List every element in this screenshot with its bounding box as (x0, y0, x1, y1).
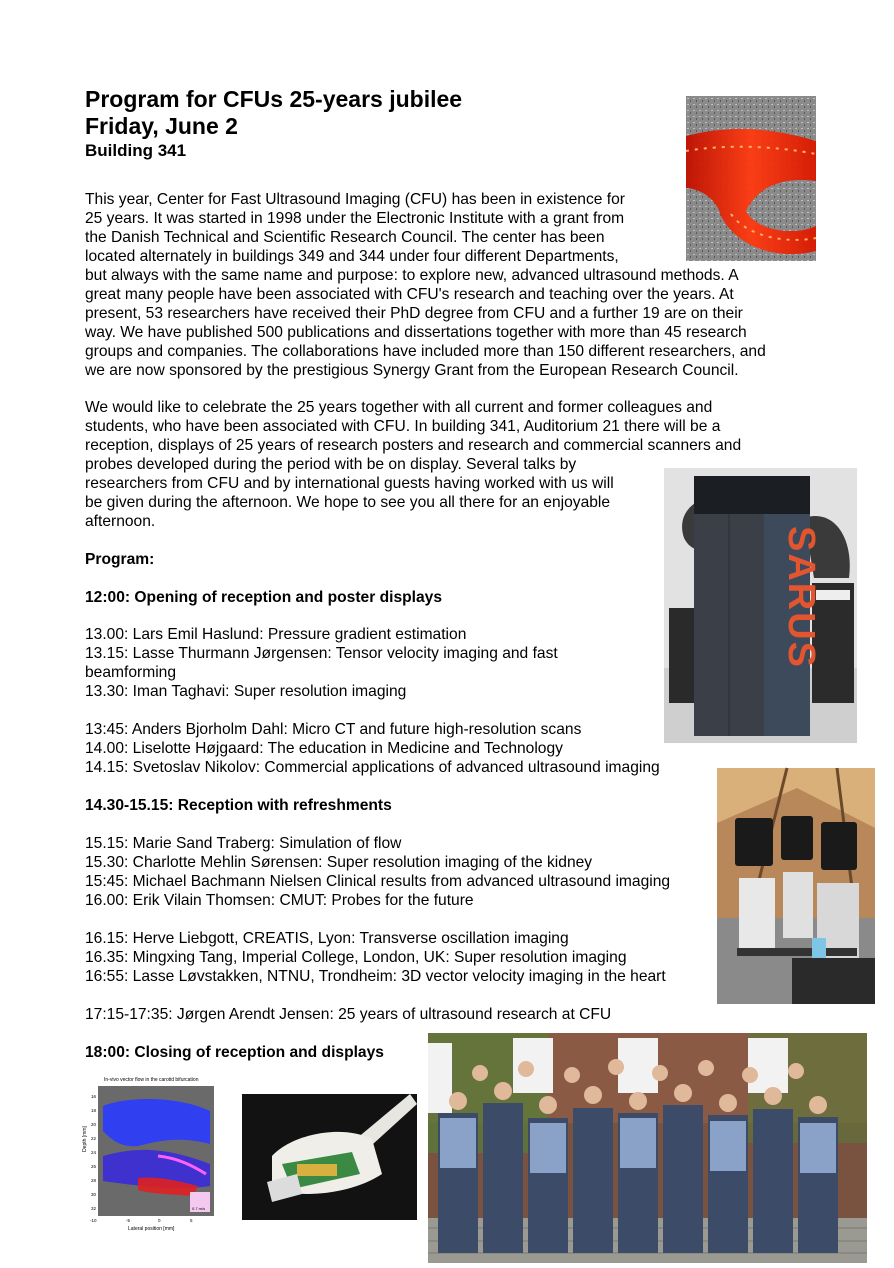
vector-flow-plot (81, 1076, 218, 1236)
y-tick: 16 (91, 1094, 97, 1099)
plot-xlabel: Lateral position [mm] (128, 1226, 175, 1232)
program-item: 13:45: Anders Bjorholm Dahl: Micro CT and future high-resolution scans (85, 721, 582, 738)
celebrate-line: probes developed during the period with be on display. Several talks by (85, 456, 577, 473)
y-tick: 26 (91, 1164, 97, 1169)
program-item: 14.15: Svetoslav Nikolov: Commercial applications of advanced ultrasound imaging (85, 759, 660, 776)
program-item: 15.15: Marie Sand Traberg: Simulation of flow (85, 835, 402, 852)
program-final-talk: 17:15-17:35: Jørgen Arendt Jensen: 25 years of ultrasound research at CFU (85, 1006, 612, 1023)
x-tick: 0 (158, 1218, 161, 1223)
intro-line: but always with the same name and purpose: to explore new, advanced ultrasound methods. A (85, 267, 739, 284)
program-reception: 14.30-15.15: Reception with refreshments (85, 797, 392, 814)
program-item: 16.15: Herve Liebgott, CREATIS, Lyon: Transverse oscillation imaging (85, 930, 569, 947)
celebrate-line: We would like to celebrate the 25 years together with all current and former colleagues and (85, 399, 713, 416)
celebrate-line: researchers from CFU and by international guests having worked with us will (85, 475, 614, 492)
scanners-room-photo (717, 768, 875, 1004)
group-photo (428, 1033, 867, 1263)
y-tick: 22 (91, 1136, 97, 1141)
program-label: Program: (85, 551, 155, 568)
sarus-scanner-photo (664, 468, 857, 743)
celebrate-line: be given during the afternoon. We hope to see you all there for an enjoyable (85, 494, 611, 511)
program-item: 13.30: Iman Taghavi: Super resolution imaging (85, 683, 407, 700)
y-tick: 30 (91, 1192, 97, 1197)
program-item: 16.00: Erik Vilain Thomsen: CMUT: Probes for the future (85, 892, 474, 909)
intro-line: present, 53 researchers have received their PhD degree from CFU and a further 19 are on their (85, 305, 743, 322)
program-item: beamforming (85, 664, 177, 681)
intro-line: great many people have been associated with CFU's research and teaching over the years. At (85, 286, 734, 303)
y-tick: 20 (91, 1122, 97, 1127)
title-line-1: Program for CFUs 25-years jubilee (85, 86, 463, 112)
page-title (85, 86, 462, 140)
intro-line: 25 years. It was started in 1998 under the Electronic Institute with a grant from (85, 210, 625, 227)
x-tick: -10 (90, 1218, 97, 1223)
program-item: 13.15: Lasse Thurmann Jørgensen: Tensor velocity imaging and fast (85, 645, 558, 662)
program-item: 15:45: Michael Bachmann Nielsen Clinical results from advanced ultrasound imaging (85, 873, 671, 890)
intro-line: we are now sponsored by the prestigious Synergy Grant from the European Research Council. (85, 362, 739, 379)
program-item: 16.35: Mingxing Tang, Imperial College, London, UK: Super resolution imaging (85, 949, 627, 966)
celebrate-line: afternoon. (85, 513, 156, 530)
intro-line: the Danish Technical and Scientific Research Council. The center has been (85, 229, 605, 246)
celebrate-line: reception, displays of 25 years of research posters and research and commercial scanners and (85, 437, 742, 454)
plot-scale-label: 0.7 m/s (192, 1206, 206, 1211)
intro-line: way. We have published 500 publications and dissertations together with more than 45 research (85, 324, 747, 341)
plot-xticks (84, 1218, 218, 1225)
program-closing: 18:00: Closing of reception and displays (85, 1044, 384, 1061)
title-line-2: Friday, June 2 (85, 113, 238, 139)
program-item: 14.00: Liselotte Højgaard: The education in Medicine and Technology (85, 740, 563, 757)
intro-line: groups and companies. The collaborations have included more than 150 different researchers, and (85, 343, 766, 360)
plot-caption: In-vivo vector flow in the carotid bifurcation (104, 1077, 199, 1083)
program-item: 16:55: Lasse Løvstakken, NTNU, Trondheim: 3D vector velocity imaging in the heart (85, 968, 666, 985)
intro-line: This year, Center for Fast Ultrasound Imaging (CFU) has been in existence for (85, 191, 625, 208)
program-item: 15.30: Charlotte Mehlin Sørensen: Super resolution imaging of the kidney (85, 854, 593, 871)
intro-paragraph (85, 190, 766, 380)
celebrate-line: students, who have been associated with CFU. In building 341, Auditorium 21 there will be a (85, 418, 721, 435)
x-tick: 5 (190, 1218, 193, 1223)
sarus-label: SARUS (780, 526, 822, 670)
y-tick: 18 (91, 1108, 97, 1113)
ultrasound-probe-photo (242, 1094, 417, 1220)
y-tick: 28 (91, 1178, 97, 1183)
program-item: 13.00: Lars Emil Haslund: Pressure gradient estimation (85, 626, 467, 643)
program-opening: 12:00: Opening of reception and poster displays (85, 589, 442, 606)
intro-line: located alternately in buildings 349 and 344 under four different Departments, (85, 248, 619, 265)
x-tick: -5 (126, 1218, 131, 1223)
y-tick: 32 (91, 1206, 97, 1211)
building-label: Building 341 (85, 141, 187, 160)
y-tick: 24 (91, 1150, 97, 1155)
plot-yticks (91, 1088, 99, 1218)
plot-ylabel: Depth [mm] (81, 1126, 88, 1152)
celebrate-paragraph (85, 398, 741, 531)
